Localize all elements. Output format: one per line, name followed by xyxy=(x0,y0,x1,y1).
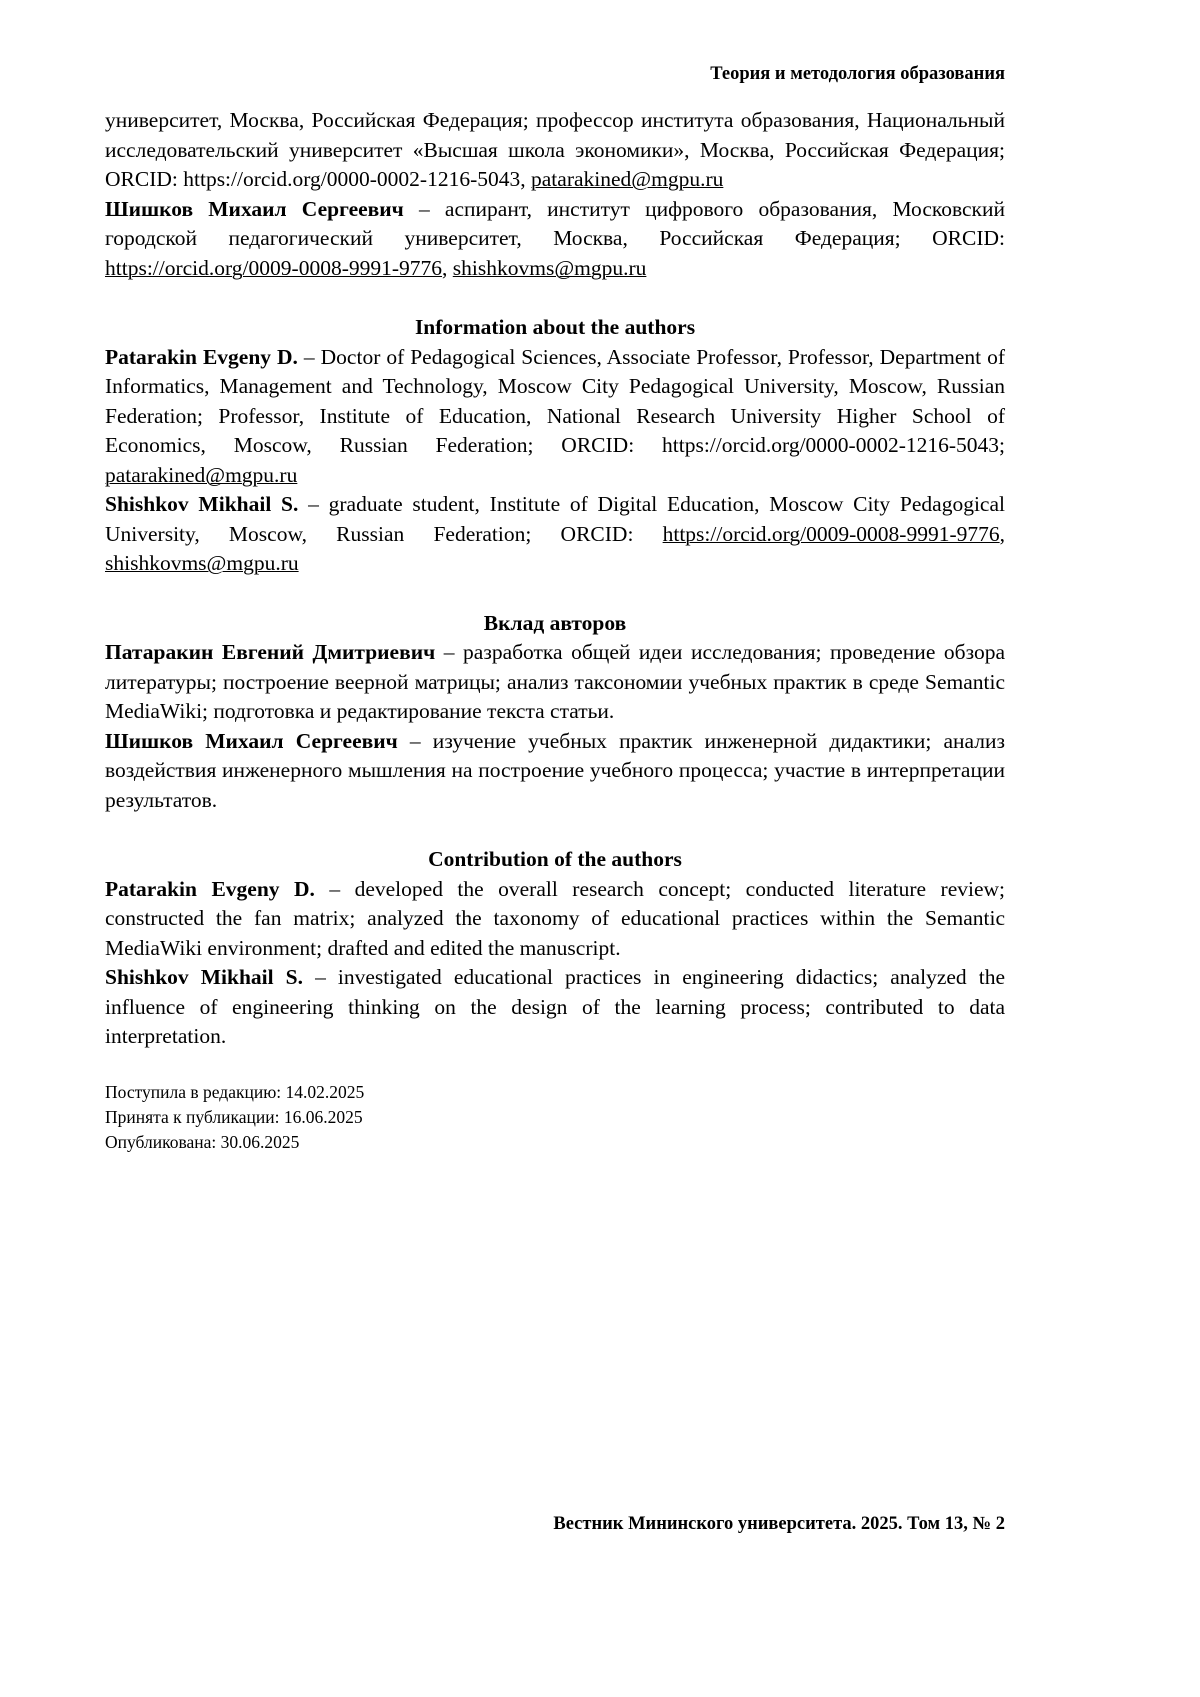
author-name: Шишков Михаил Сергеевич xyxy=(105,196,404,221)
text-run: , xyxy=(442,255,453,280)
paragraph-en-patarakin xyxy=(105,343,1005,491)
paragraph-ru-contrib-shishkov xyxy=(105,727,1005,816)
text-run: – investigated educational practices in engineering didactics; analyzed the influence of engineering thinking on the design of the learning process; contributed to data interpretation. xyxy=(105,965,1005,1048)
text-run: – аспирант, институт цифрового образования, Московский городской педагогический университет, Москва, Российская Федерация; ORCID: xyxy=(105,196,1006,250)
paragraph-ru-contrib-patarakin xyxy=(105,638,1005,727)
email-link[interactable]: patarakined@mgpu.ru xyxy=(531,167,724,191)
paragraph-ru-patarakin-continued xyxy=(105,106,1005,195)
paragraph-en-contrib-patarakin xyxy=(105,875,1005,964)
text-run: – изучение учебных практик инженерной дидактики; анализ воздействия инженерного мышления на построение учебного процесса; участие в интерпретации результатов. xyxy=(105,728,1005,812)
date-published: Опубликована: 30.06.2025 xyxy=(105,1131,300,1152)
section-heading-en-contribution: Contribution of the authors xyxy=(428,847,682,871)
paragraph-en-shishkov xyxy=(105,490,1005,579)
text-run: – developed the overall research concept; conducted literature review; constructed the fan matrix; analyzed the taxonomy of educational practices within the Semantic MediaWiki environment; drafted and edited the manuscript. xyxy=(105,876,1006,960)
author-name: Patarakin Evgeny D. xyxy=(105,344,298,369)
text-run: – разработка общей идеи исследования; проведение обзора литературы; построение веерной матрицы; анализ таксономии учебных практик в среде Semantic MediaWiki; подготовка и редактирование текста статьи. xyxy=(105,640,1005,723)
date-received: Поступила в редакцию: 14.02.2025 xyxy=(105,1081,365,1102)
article-dates xyxy=(105,1080,1005,1155)
section-heading-information-about-authors: Information about the authors xyxy=(414,315,696,339)
section-en-contribution xyxy=(105,875,1005,1052)
author-name: Патаракин Евгений Дмитриевич xyxy=(105,640,436,664)
section-en-author-info xyxy=(105,343,1005,579)
section-ru-contribution xyxy=(105,638,1005,815)
journal-footer: Вестник Мининского университета. 2025. Том 13, № 2 xyxy=(553,1514,1005,1534)
email-link[interactable]: shishkovms@mgpu.ru xyxy=(105,551,299,575)
text-run: университет, Москва, Российская Федерация; профессор института образования, Национальный исследовательский университет «Высшая школа экономики», Москва, Российская Федерация; ORCID: https://orcid.org/0000-0002-1216-5043, xyxy=(105,108,1005,191)
running-head: Теория и методология образования xyxy=(710,64,1005,84)
orcid-link[interactable]: https://orcid.org/0009-0008-9991-9776 xyxy=(662,521,1000,546)
author-name: Shishkov Mikhail S. xyxy=(105,965,304,989)
paragraph-ru-shishkov xyxy=(105,195,1005,284)
email-link[interactable]: shishkovms@mgpu.ru xyxy=(452,255,647,280)
author-name: Patarakin Evgeny D. xyxy=(105,876,315,901)
author-name: Шишков Михаил Сергеевич xyxy=(105,728,398,753)
section-ru-author-info xyxy=(105,106,1005,283)
author-name: Shishkov Mikhail S. xyxy=(105,492,299,516)
email-link[interactable]: patarakined@mgpu.ru xyxy=(105,462,298,487)
text-run: – graduate student, Institute of Digital Education, Moscow City Pedagogical University, Moscow, Russian Federation; ORCID: xyxy=(105,492,1005,546)
date-accepted: Принята к публикации: 16.06.2025 xyxy=(105,1106,363,1127)
orcid-link[interactable]: https://orcid.org/0009-0008-9991-9776 xyxy=(105,255,443,280)
section-heading-ru-contribution: Вклад авторов xyxy=(483,610,627,635)
text-run: , xyxy=(999,521,1005,546)
paragraph-en-contrib-shishkov xyxy=(105,963,1005,1052)
text-run: – Doctor of Pedagogical Sciences, Associate Professor, Professor, Department of Informatics, Management and Technology, Moscow City Pedagogical University, Moscow, Russian Federation; Professor, Institute of Education, National Research University Higher School of Economics, Moscow, Russian Federation; ORCID: https://orcid.org/0000-0002-1216-5043; xyxy=(105,344,1006,457)
